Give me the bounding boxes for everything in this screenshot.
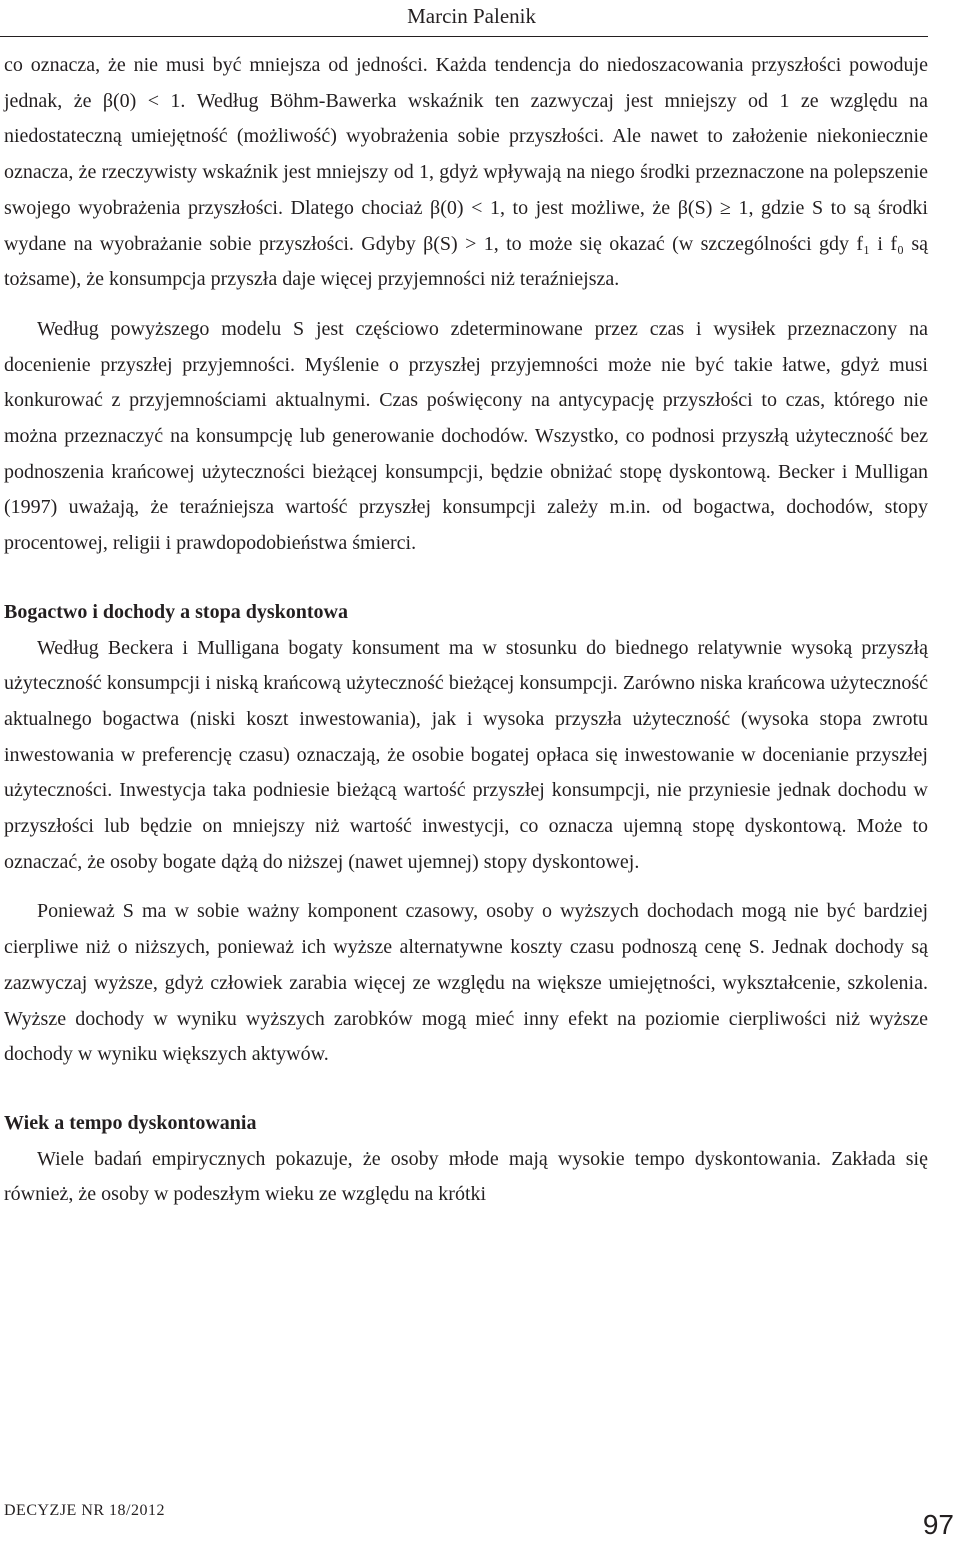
article-body	[4, 48, 928, 1213]
footer-journal: DECYZJE NR 18/2012	[4, 1502, 165, 1519]
running-header	[0, 0, 928, 37]
body-paragraph: Według Beckera i Mulligana bogaty konsument ma w stosunku do biednego relatywnie wysoką przyszłą użyteczność konsumpcji i niską krańcową użyteczność bieżącej konsumpcji. Zarówno niska krańcowa użyteczność aktualnego bogactwa (niski koszt inwestowania), jak i wysoka przyszła użyteczność (wysoka stopa zwrotu inwestowania w preferencję czasu) oznaczają, że osobie bogatej opłaca się inwestowanie w docenianie przyszłej użyteczności. Inwestycja taka podniesie bieżącą wartość przyszłej konsumpcji, nie przyniesie jednak dochodu w przyszłości lub będzie on mniejszy niż wartość inwestycji, co oznacza ujemną stopę dyskontową. Może to oznaczać, że osoby bogate dążą do niższej (nawet ujemnej) stopy dyskontowej.	[4, 636, 928, 873]
body-paragraph: Ponieważ S ma w sobie ważny komponent czasowy, osoby o wyższych dochodach mogą nie być bardziej cierpliwe niż o niższych, ponieważ ich wyższe alternatywne koszty czasu podnoszą cenę S. Jednak dochody są zazwyczaj wyższe, gdyż człowiek zarabia więcej ze względu na większe umiejętności, wykształcenie, szkolenia. Wyższe dochody w wyniku wyższych zarobków mogą mieć inny efekt na poziomie cierpliwości niż wyższe dochody w wyniku większych aktywów.	[4, 900, 928, 1066]
section-heading: Bogactwo i dochody a stopa dyskontowa	[4, 600, 348, 623]
page-number: 97	[922, 1509, 954, 1540]
section-heading: Wiek a tempo dyskontowania	[4, 1111, 257, 1134]
body-paragraph: Według powyższego modelu S jest częściowo zdeterminowane przez czas i wysiłek przeznaczony na docenienie przyszłej przyjemności. Myślenie o przyszłej przyjemności może nie być takie łatwe, gdyż musi konkurować z przyjemnościami aktualnymi. Czas poświęcony na antycypację przyszłości to czas, którego nie można przeznaczyć na konsumpcję lub generowanie dochodów. Wszystko, co podnosi przyszłą użyteczność bez podnoszenia krańcowej użyteczności bieżącej konsumpcji, będzie obniżać stopę dyskontową. Becker i Mulligan (1997) uważają, że teraźniejsza wartość przyszłej konsumpcji zależy m.in. od bogactwa, dochodów, stopy procentowej, religii i prawdopodobieństwa śmierci.	[4, 317, 928, 555]
body-paragraph: co oznacza, że nie musi być mniejsza od jedności. Każda tendencja do niedoszacowania przyszłości powoduje jednak, że β(0) < 1. Według Böhm-Bawerka wskaźnik ten zazwyczaj jest mniejszy od 1 ze względu na niedostateczną umiejętność (możliwość) wyobrażenia sobie przyszłości. Ale nawet to założenie niekoniecznie oznacza, że rzeczywisty wskaźnik jest mniejszy od 1, gdyż wpływają na niego środki przeznaczone na polepszenie swojego wyobrażenia przyszłości. Dlatego chociaż β(0) < 1, to jest możliwe, że β(S) ≥ 1, gdzie S to są środki wydane na wyobrażanie sobie przyszłości. Gdyby β(S) > 1, to może się okazać (w szczególności gdy f₁ i f₀ są tożsame), że konsumpcja przyszła daje więcej przyjemności niż teraźniejsza.	[4, 54, 928, 291]
body-paragraph: Wiele badań empirycznych pokazuje, że osoby młode mają wysokie tempo dyskontowania. Zakłada się również, że osoby w podeszłym wieku ze względu na krótki	[4, 1147, 928, 1206]
header-author: Marcin Palenik	[407, 4, 536, 28]
